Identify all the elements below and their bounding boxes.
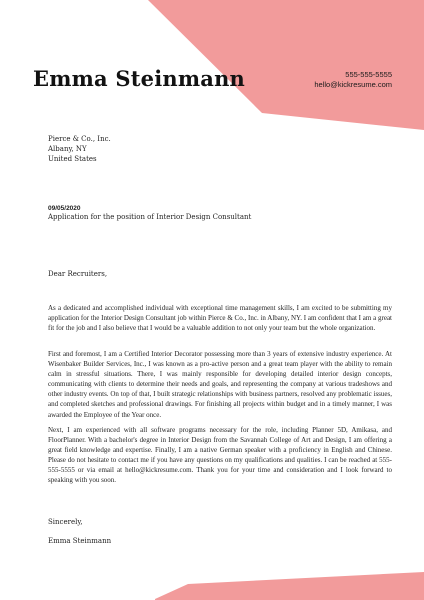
footer-salmon-shape: [155, 572, 424, 600]
header-salmon-shape: [148, 0, 424, 130]
greeting: Dear Recruiters,: [48, 270, 108, 278]
letter-subject: Application for the position of Interior Design Consultant: [48, 213, 252, 221]
recipient-address: [48, 134, 111, 164]
contact-info: [314, 70, 392, 90]
paragraph-2: First and foremost, I am a Certified Interior Decorator possessing more than 3 years of extensive industry experience. At Wisenbaker Builder Services, Inc., I was known as a pro-active person and a great team player with the ability to remain calm in stressful situations. There, I was mainly responsible for developing detailed interior design concepts, communicating with clients to determine their needs and goals, and representing the company at various tradeshows and other industry events. On top of that, I built strategic relationships with business partners, resolved any problematic issues, and completed sketches and professional drawings. For finishing all projects within budget and in a timely manner, I was awarded the Employee of the Year once.: [48, 350, 392, 419]
paragraph-3: Next, I am experienced with all software programs necessary for the role, including Planner 5D, Amikasa, and FloorPlanner. With a bachelor's degree in Interior Design from the Savannah College of Art and Design, I am offering a great field knowledge and expertise. Finally, I am a native German speaker with a proficiency in English and Chinese. Please do not hesitate to contact me if you have any questions on my qualifications and qualities. I can be reached at 555-555-5555 or via email at hello@kickresume.com. Thank you for your time and consideration and I look forward to speaking with you soon.: [48, 426, 392, 485]
email-address: hello@kickresume.com: [314, 80, 392, 89]
signer-name: Emma Steinmann: [48, 537, 112, 545]
recipient-company: Pierce & Co., Inc.: [48, 135, 111, 143]
letter-date: 09/05/2020: [48, 205, 81, 212]
recipient-city: Albany, NY: [48, 145, 87, 153]
phone-number: 555-555-5555: [345, 70, 392, 79]
closing: Sincerely,: [48, 518, 83, 526]
recipient-country: United States: [48, 155, 97, 163]
paragraph-1: As a dedicated and accomplished individual with exceptional time management skills, I am excited to be submitting my application for the Interior Design Consultant job within Pierce & Co., Inc. in Albany, NY. I am confident that I am a great fit for the job and I also believe that I would be a valuable addition to not only your team but the whole organization.: [48, 304, 392, 333]
applicant-name: Emma Steinmann: [33, 66, 246, 91]
